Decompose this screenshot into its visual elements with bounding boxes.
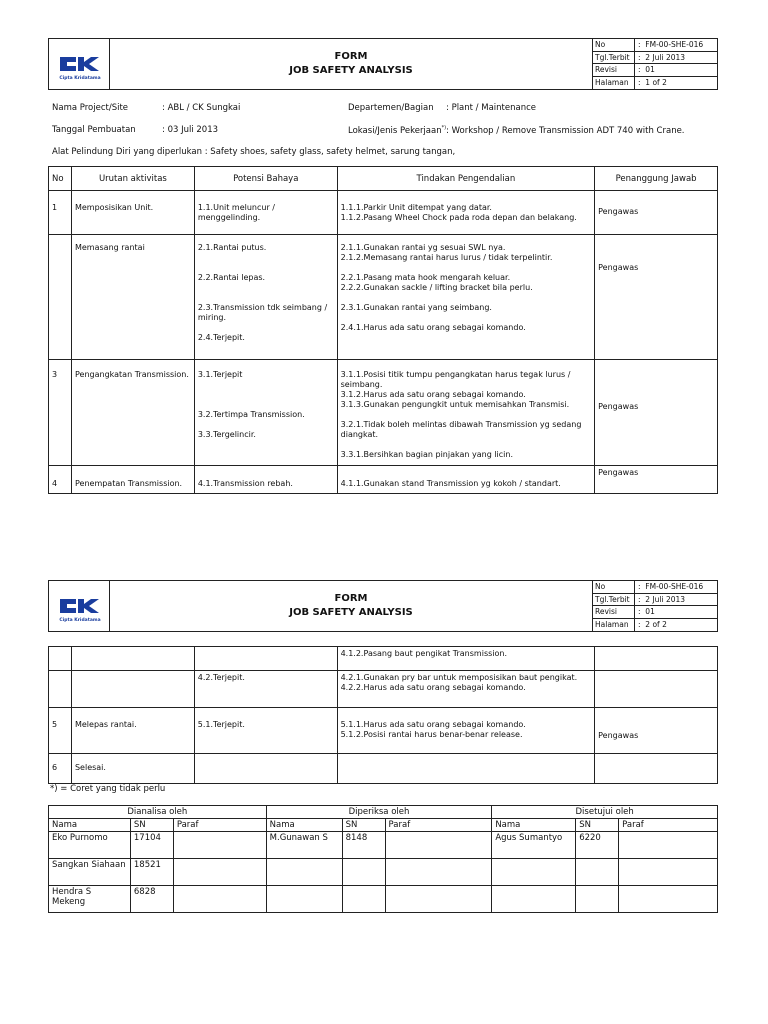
signature-table: [48, 805, 718, 913]
control-item: 5.1.2.Posisi rantai harus benar-benar release.: [340, 730, 523, 739]
sig-cell: [173, 832, 266, 859]
meta-value: : FM-00-SHE-016: [638, 582, 704, 591]
sig-cell: [173, 859, 266, 886]
row-hazard: 4.2.Terjepit.: [194, 671, 337, 708]
table-row: [49, 754, 718, 784]
control-item: 2.1.2.Memasang rantai harus lurus / tidak terpelintir.: [340, 253, 553, 262]
row-pic: Pengawas: [595, 360, 718, 466]
sig-cell: [619, 886, 718, 913]
row-no: 5: [49, 708, 72, 754]
row-pic: Pengawas: [595, 466, 718, 494]
signature-row: [49, 832, 718, 859]
date-value: : 03 Juli 2013: [162, 125, 219, 135]
location-sup: *): [441, 125, 447, 131]
table-row: [49, 671, 718, 708]
row-control: [337, 754, 595, 784]
table-row: [49, 647, 718, 671]
form-title: [110, 39, 592, 89]
sig-cell: 8148: [342, 832, 385, 859]
col-nama: Nama: [266, 819, 342, 832]
meta-value: : 2 Juli 2013: [638, 52, 686, 62]
row-no: 4: [49, 466, 72, 494]
row-pic: [595, 647, 718, 671]
row-control: 4.1.1.Gunakan stand Transmission yg kokoh / standart.: [337, 466, 595, 494]
meta-label: No: [593, 39, 635, 51]
control-item: 2.1.1.Gunakan rantai yg sesuai SWL nya.: [340, 243, 506, 252]
row-activity: [71, 647, 194, 671]
sig-cell: [173, 886, 266, 913]
doc-meta: [592, 581, 717, 631]
signature-group-row: [49, 806, 718, 819]
sig-cell: 18521: [130, 859, 173, 886]
hazard-item: 2.4.Terjepit.: [197, 333, 245, 342]
control-item: 2.4.1.Harus ada satu orang sebagai komando.: [340, 323, 526, 332]
row-no: 6: [49, 754, 72, 784]
sig-cell: [342, 886, 385, 913]
location-value: : Workshop / Remove Transmission ADT 740 with Crane.: [446, 125, 685, 136]
row-activity: Melepas rantai.: [71, 708, 194, 754]
table-row: [49, 708, 718, 754]
group-checked: Diperiksa oleh: [266, 806, 492, 819]
col-header-control: Tindakan Pengendalian: [337, 167, 595, 191]
sig-cell: [266, 859, 342, 886]
sig-cell: Agus Sumantyo: [492, 832, 576, 859]
hazard-item: 2.3.Transmission tdk seimbang / miring.: [197, 303, 328, 322]
project-value: : ABL / CK Sungkai: [162, 103, 241, 113]
row-pic: Pengawas: [595, 235, 718, 360]
meta-label: Halaman: [593, 619, 635, 632]
sig-cell: [576, 859, 619, 886]
row-hazard: [194, 647, 337, 671]
sig-cell: [619, 859, 718, 886]
row-no: [49, 235, 72, 360]
group-analyzed: Dianalisa oleh: [49, 806, 267, 819]
meta-row-no: [593, 581, 717, 594]
col-paraf: Paraf: [385, 819, 492, 832]
sig-cell: [266, 886, 342, 913]
ck-logo-icon: [58, 53, 100, 75]
row-activity: Penempatan Transmission.: [71, 466, 194, 494]
sig-cell: [492, 859, 576, 886]
sig-cell: [385, 886, 492, 913]
row-control: [337, 191, 595, 235]
meta-label: No: [593, 581, 635, 593]
control-item: 1.1.2.Pasang Wheel Chock pada roda depan dan belakang.: [340, 213, 577, 222]
company-logo: [49, 581, 110, 631]
footnote: *) = Coret yang tidak perlu: [50, 784, 166, 794]
project-label: Nama Project/Site: [52, 103, 129, 113]
meta-label: Tgl.Terbit: [593, 594, 635, 606]
row-no: 3: [49, 360, 72, 466]
control-item: 5.1.1.Harus ada satu orang sebagai komando.: [340, 720, 526, 729]
col-paraf: Paraf: [173, 819, 266, 832]
signature-row: [49, 859, 718, 886]
logo-text: Cipta Kridatama: [59, 618, 101, 623]
col-nama: Nama: [492, 819, 576, 832]
control-item: 3.1.1.Posisi titik tumpu pengangkatan harus tegak lurus / seimbang.: [340, 370, 571, 389]
row-hazard: 1.1.Unit meluncur / menggelinding.: [194, 191, 337, 235]
table-row: [49, 360, 718, 466]
control-item: 3.1.3.Gunakan pengungkit untuk memisahkan Transmisi.: [340, 400, 570, 409]
sig-cell: [385, 859, 492, 886]
row-no: [49, 671, 72, 708]
control-item: 2.2.2.Gunakan sackle / lifting bracket bila perlu.: [340, 283, 533, 292]
control-item: 3.3.1.Bersihkan bagian pinjakan yang licin.: [340, 450, 514, 459]
meta-row-date: [593, 52, 717, 65]
row-hazard: 5.1.Terjepit.: [194, 708, 337, 754]
meta-row-date: [593, 594, 717, 607]
meta-label: Tgl.Terbit: [593, 52, 635, 64]
meta-row-page: [593, 619, 717, 632]
control-item: 4.2.1.Gunakan pry bar untuk memposisikan baut pengikat.: [340, 673, 578, 682]
title-line-2: JOB SAFETY ANALYSIS: [289, 607, 413, 618]
location-label: Lokasi/Jenis Pekerjaan: [348, 125, 442, 136]
jsa-table-page1: [48, 166, 718, 494]
table-row: [49, 191, 718, 235]
row-pic: Pengawas: [595, 708, 718, 754]
form-header-page2: [48, 580, 718, 632]
sig-cell: Sangkan Siahaan: [49, 859, 131, 886]
col-nama: Nama: [49, 819, 131, 832]
row-control: [337, 360, 595, 466]
ppe-line: Alat Pelindung Diri yang diperlukan : Safety shoes, safety glass, safety helmet, sarung tangan,: [52, 147, 456, 157]
col-header-no: No: [49, 167, 72, 191]
row-activity: Selesai.: [71, 754, 194, 784]
form-header-page1: [48, 38, 718, 90]
sig-cell: [342, 859, 385, 886]
sig-cell: [492, 886, 576, 913]
dept-label: Departemen/Bagian: [348, 103, 434, 113]
row-hazard: 4.1.Transmission rebah.: [194, 466, 337, 494]
table-row: [49, 466, 718, 494]
sig-cell: 6828: [130, 886, 173, 913]
row-activity: Memposisikan Unit.: [71, 191, 194, 235]
date-label: Tanggal Pembuatan: [52, 125, 136, 135]
ck-logo-icon: [58, 595, 100, 617]
title-line-2: JOB SAFETY ANALYSIS: [289, 65, 413, 76]
sig-cell: Hendra S Mekeng: [49, 886, 131, 913]
meta-value: : 01: [638, 65, 655, 74]
company-logo: [49, 39, 110, 89]
doc-meta: [592, 39, 717, 89]
sig-cell: 17104: [130, 832, 173, 859]
row-no: 1: [49, 191, 72, 235]
location-field: [348, 125, 685, 136]
row-control: 4.1.2.Pasang baut pengikat Transmission.: [337, 647, 595, 671]
row-pic: [595, 671, 718, 708]
col-header-pic: Penanggung Jawab: [595, 167, 718, 191]
control-item: 3.1.2.Harus ada satu orang sebagai komando.: [340, 390, 526, 399]
sig-cell: 6220: [576, 832, 619, 859]
sig-cell: Eko Purnomo: [49, 832, 131, 859]
col-paraf: Paraf: [619, 819, 718, 832]
row-hazard: [194, 360, 337, 466]
group-approved: Disetujui oleh: [492, 806, 718, 819]
jsa-table-page2: [48, 646, 718, 784]
row-control: [337, 708, 595, 754]
logo-text: Cipta Kridatama: [59, 76, 101, 81]
control-item: 3.2.1.Tidak boleh melintas dibawah Transmission yg sedang diangkat.: [340, 420, 582, 439]
row-pic: [595, 754, 718, 784]
col-header-hazard: Potensi Bahaya: [194, 167, 337, 191]
hazard-item: 3.2.Tertimpa Transmission.: [197, 410, 305, 419]
title-line-1: FORM: [334, 51, 368, 62]
sig-cell: M.Gunawan S: [266, 832, 342, 859]
title-line-1: FORM: [334, 593, 368, 604]
meta-row-no: [593, 39, 717, 52]
row-control: [337, 235, 595, 360]
row-pic: Pengawas: [595, 191, 718, 235]
dept-value: : Plant / Maintenance: [446, 103, 536, 113]
row-no: [49, 647, 72, 671]
meta-row-rev: [593, 64, 717, 77]
control-item: 4.2.2.Harus ada satu orang sebagai komando.: [340, 683, 526, 692]
table-header-row: [49, 167, 718, 191]
meta-row-rev: [593, 606, 717, 619]
table-row: [49, 235, 718, 360]
col-header-activity: Urutan aktivitas: [71, 167, 194, 191]
form-title: [110, 581, 592, 631]
row-control: [337, 671, 595, 708]
meta-row-page: [593, 77, 717, 90]
row-activity: Pengangkatan Transmission.: [71, 360, 194, 466]
sig-cell: [576, 886, 619, 913]
hazard-item: 2.2.Rantai lepas.: [197, 273, 266, 282]
control-item: 1.1.1.Parkir Unit ditempat yang datar.: [340, 203, 492, 212]
row-activity: [71, 671, 194, 708]
meta-label: Halaman: [593, 77, 635, 90]
meta-value: : 01: [638, 607, 655, 616]
sig-cell: [385, 832, 492, 859]
hazard-item: 3.3.Tergelincir.: [197, 430, 256, 439]
hazard-item: 3.1.Terjepit: [197, 370, 243, 379]
col-sn: SN: [342, 819, 385, 832]
sig-cell: [619, 832, 718, 859]
row-hazard: [194, 754, 337, 784]
meta-value: : 2 of 2: [638, 619, 667, 629]
control-item: 2.3.1.Gunakan rantai yang seimbang.: [340, 303, 492, 312]
meta-label: Revisi: [593, 64, 635, 76]
meta-value: : FM-00-SHE-016: [638, 40, 704, 49]
meta-value: : 2 Juli 2013: [638, 594, 686, 604]
row-activity: Memasang rantai: [71, 235, 194, 360]
meta-value: : 1 of 2: [638, 77, 667, 87]
signature-col-row: [49, 819, 718, 832]
meta-label: Revisi: [593, 606, 635, 618]
control-item: 2.2.1.Pasang mata hook mengarah keluar.: [340, 273, 511, 282]
col-sn: SN: [130, 819, 173, 832]
col-sn: SN: [576, 819, 619, 832]
hazard-item: 2.1.Rantai putus.: [197, 243, 267, 252]
row-hazard: [194, 235, 337, 360]
signature-row: [49, 886, 718, 913]
